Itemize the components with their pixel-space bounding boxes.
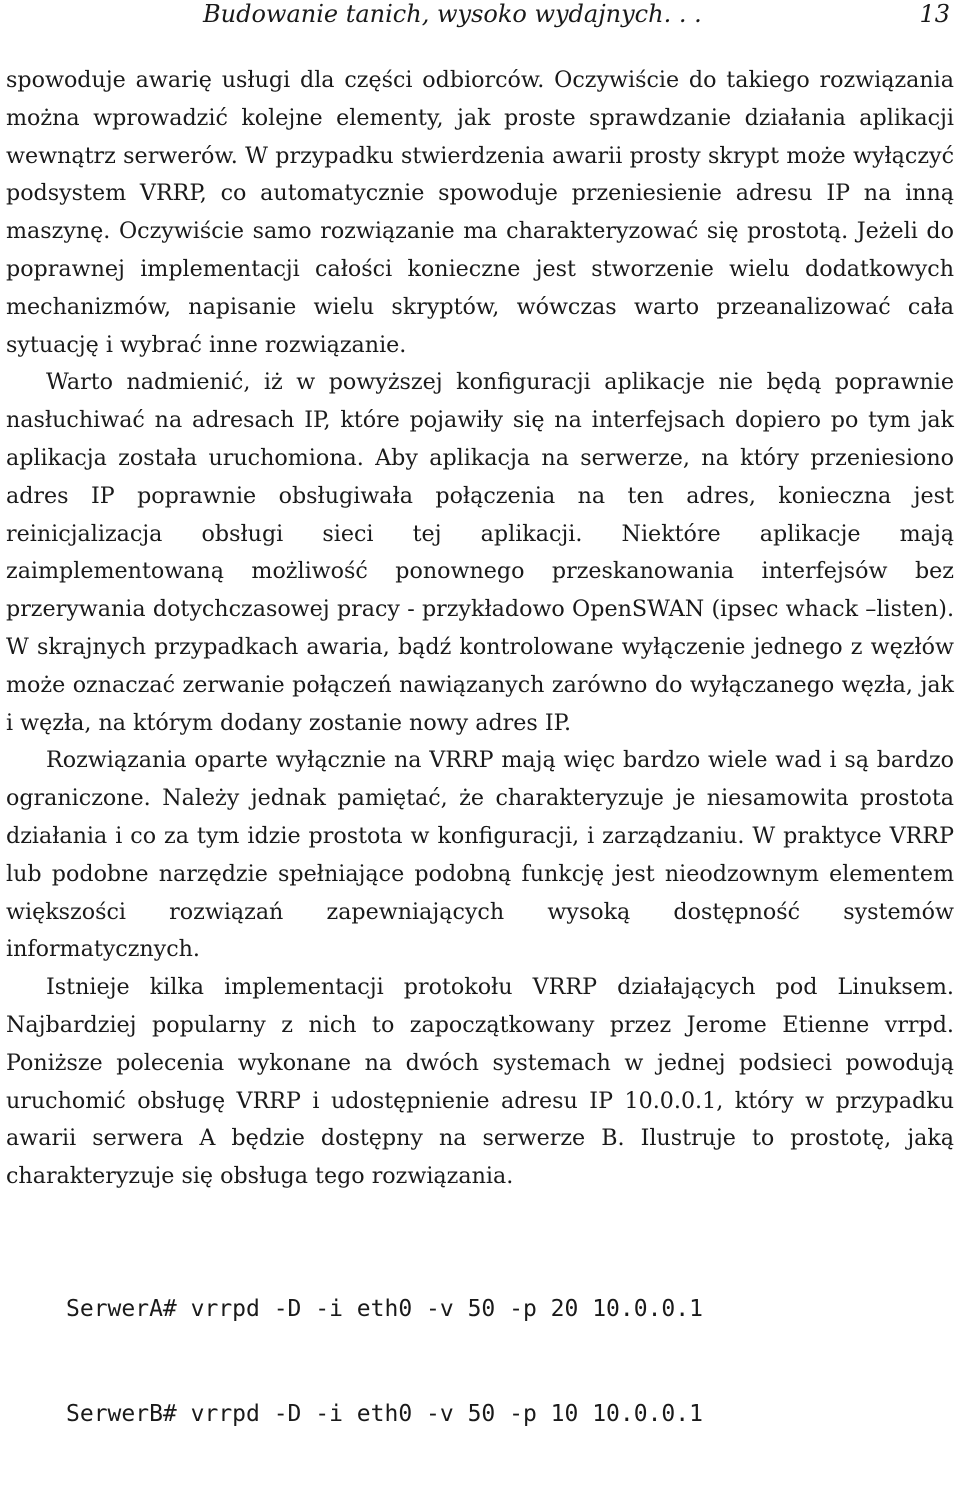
code-block (66, 1222, 954, 1502)
body-text (6, 62, 954, 1196)
paragraph: Warto nadmienić, iż w powyższej konfiguracji aplikacje nie będą poprawnie nasłuchiwać na adresach IP, które pojawiły się na interfejsach dopiero po tym jak aplikacja została uruchomiona. Aby aplikacja na serwerze, na który przeniesiono adres IP poprawnie obsługiwała połączenia na ten adres, konieczna jest reinicjalizacja obsługi sieci tej aplikacji. Niektóre aplikacje mają zaimplementowaną możliwość ponownego przeskanowania interfejsów bez przerywania dotychczasowej pracy - przykładowo OpenSWAN (ipsec whack –listen). W skrajnych przypadkach awaria, bądź kontrolowane wyłączenie jednego z węzłów może oznaczać zerwanie połączeń nawiązanych zarówno do wyłączanego węzła, jak i węzła, na którym dodany zostanie nowy adres IP. (6, 369, 954, 736)
paragraph: Rozwiązania oparte wyłącznie na VRRP mają więc bardzo wiele wad i są bardzo ograniczone. Należy jednak pamiętać, że charakteryzuje je niesamowita prostota działania i co za tym idzie prostota w konfiguracji, i zarządzaniu. W praktyce VRRP lub podobne narzędzie spełniające podobną funkcję jest nieodzownym elementem większości rozwiązań zapewniających wysoką dostępność systemów informatycznych. (6, 747, 954, 963)
paragraph: Istnieje kilka implementacji protokołu VRRP działających pod Linuksem. Najbardziej popularny z nich to zapoczątkowany przez Jerome Etienne vrrpd. Poniższe polecenia wykonane na dwóch systemach w jednej podsieci powodują uruchomić obsługę VRRP i udostępnienie adresu IP 10.0.0.1, który w przypadku awarii serwera A będzie dostępny na serwerze B. Ilustruje to prostotę, jaką charakteryzuje się obsługa tego rozwiązania. (6, 974, 954, 1190)
document-page (6, 0, 954, 1502)
running-header (6, 0, 954, 40)
page-number: 13 (919, 0, 950, 28)
code-line: SerwerA# vrrpd -D -i eth0 -v 50 -p 20 10.0.0.1 (66, 1295, 703, 1322)
code-line: SerwerB# vrrpd -D -i eth0 -v 50 -p 10 10.0.0.1 (66, 1400, 703, 1427)
running-header-title: Budowanie tanich, wysoko wydajnych. . . (203, 0, 702, 28)
paragraph: spowoduje awarię usługi dla części odbiorców. Oczywiście do takiego rozwiązania można wprowadzić kolejne elementy, jak proste sprawdzanie działania aplikacji wewnątrz serwerów. W przypadku stwierdzenia awarii prosty skrypt może wyłączyć podsystem VRRP, co automatycznie spowoduje przeniesienie adresu IP na inną maszynę. Oczywiście samo rozwiązanie ma charakteryzować się prostotą. Jeżeli do poprawnej implementacji całości konieczne jest stworzenie wielu dodatkowych mechanizmów, napisanie wielu skryptów, wówczas warto przeanalizować cała sytuację i wybrać inne rozwiązanie. (6, 67, 954, 358)
